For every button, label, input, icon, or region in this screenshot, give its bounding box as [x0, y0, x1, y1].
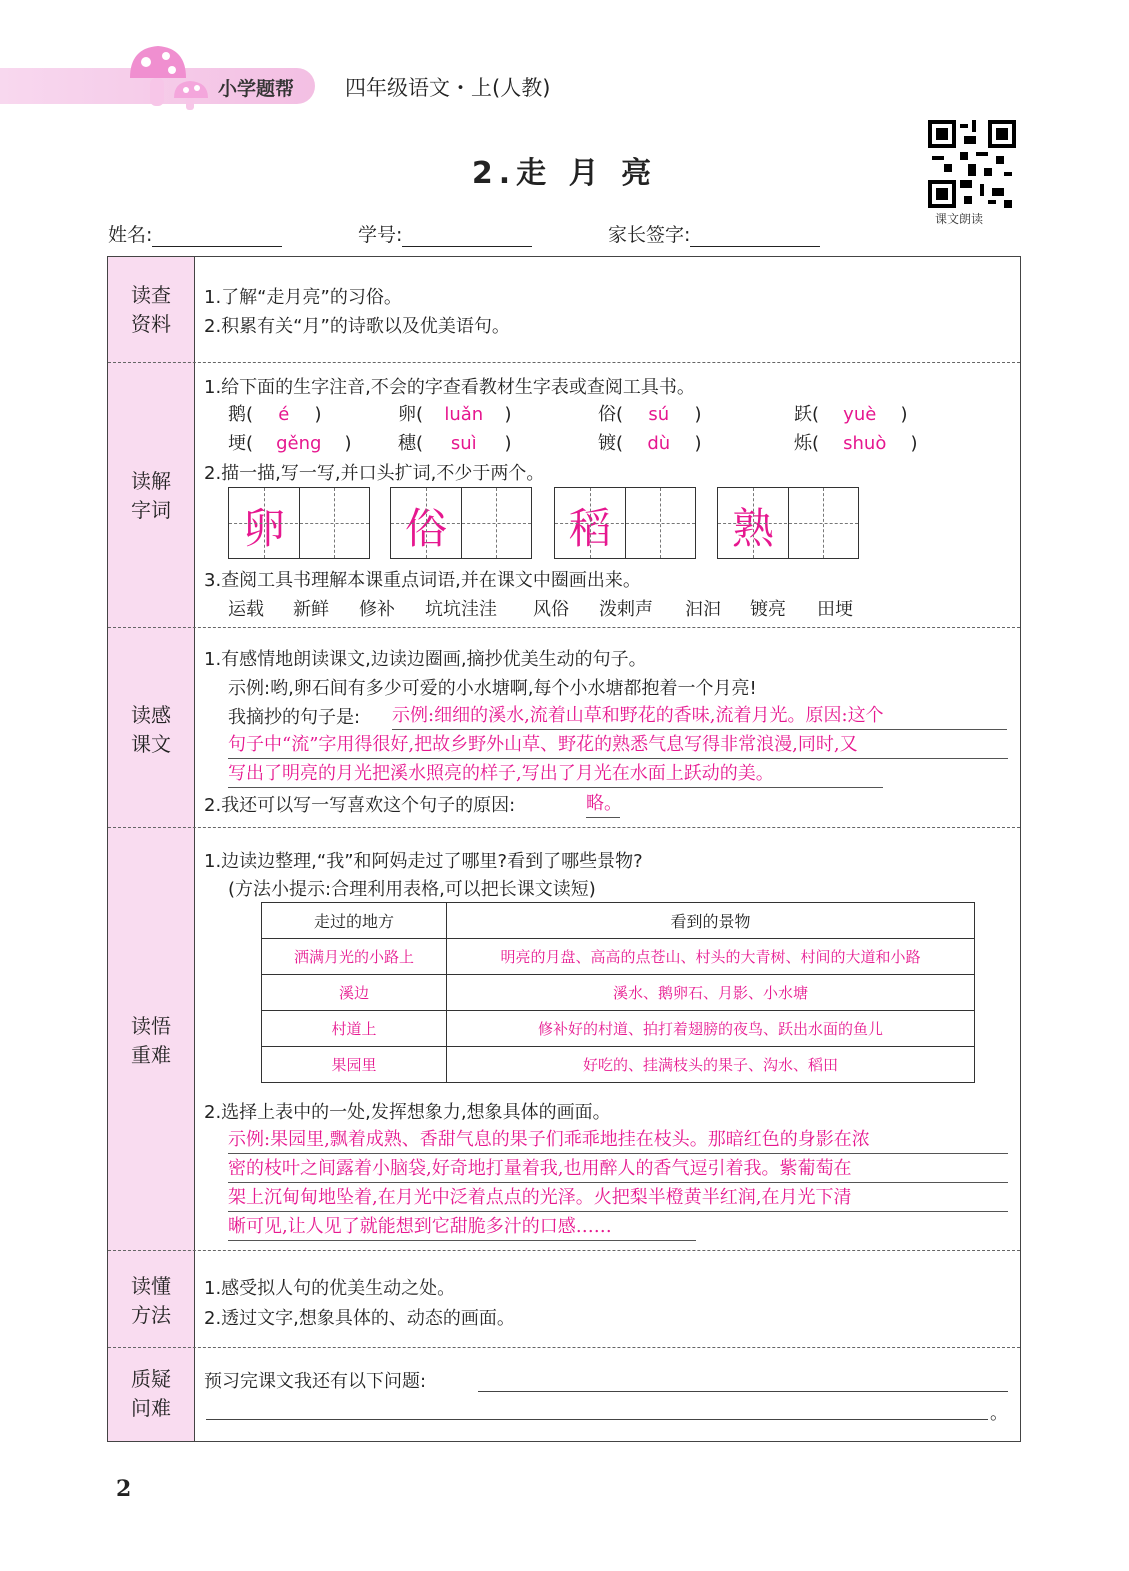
section-label-column	[108, 257, 195, 1441]
route-table	[261, 902, 975, 1083]
research-item: 2.积累有关“月”的诗歌以及优美语句。	[204, 316, 510, 337]
copy-label: 我摘抄的句子是:	[228, 707, 361, 728]
table-header: 走过的地方	[262, 903, 447, 939]
table-header: 看到的景物	[447, 903, 975, 939]
number-field[interactable]	[358, 220, 532, 247]
table-cell-scene[interactable]: 好吃的、挂满枝头的果子、沟水、稻田	[447, 1047, 975, 1083]
key-word: 新鲜	[293, 599, 329, 620]
table-row	[262, 939, 975, 975]
trace-char: 卵	[242, 504, 285, 553]
trace-char: 稻	[568, 504, 611, 553]
section-divider	[108, 362, 1020, 363]
section-divider	[108, 1347, 1020, 1348]
section-label-feel: 读感 课文	[131, 703, 171, 756]
worksheet-frame	[107, 256, 1021, 1442]
writing-grid[interactable]	[717, 487, 859, 559]
key-word: 汩汩	[685, 599, 721, 620]
feel-question-2: 2.我还可以写一写喜欢这个句子的原因:	[204, 795, 516, 816]
table-cell-place[interactable]: 洒满月光的小路上	[262, 939, 447, 975]
pinyin-item[interactable]: 卵( luǎn )	[398, 404, 512, 425]
answer-line[interactable]: 晰可见,让人见了就能想到它甜脆多汁的口感……	[228, 1212, 696, 1241]
brand-label: 小学题帮	[218, 78, 295, 100]
number-label: 学号:	[358, 224, 403, 246]
lesson-title: 2.走 月 亮	[471, 156, 658, 191]
method-item: 2.透过文字,想象具体的、动态的画面。	[204, 1308, 515, 1329]
key-word: 镀亮	[750, 599, 786, 620]
feel-example: 示例:哟,卵石间有多少可爱的小水塘啊,每个小水塘都抱着一个月亮!	[228, 678, 757, 699]
pinyin-item[interactable]: 跃( yuè )	[794, 404, 908, 425]
method-hint: (方法小提示:合理利用表格,可以把长课文读短)	[228, 879, 596, 900]
trace-char: 熟	[731, 504, 774, 553]
pinyin-item[interactable]: 俗( sú )	[598, 404, 702, 425]
answer-line[interactable]: 示例:果园里,飘着成熟、香甜气息的果子们乖乖地挂在枝头。那暗红色的身影在浓	[228, 1125, 1008, 1154]
section-divider	[108, 627, 1020, 628]
table-row	[262, 975, 975, 1011]
table-cell-place[interactable]: 村道上	[262, 1011, 447, 1047]
name-label: 姓名:	[108, 224, 153, 246]
section-label-questions: 质疑 问难	[131, 1367, 171, 1420]
parent-sign-label: 家长签字:	[608, 224, 691, 246]
table-cell-scene[interactable]: 溪水、鹅卵石、月影、小水塘	[447, 975, 975, 1011]
qr-caption: 课文朗读	[935, 212, 984, 226]
question-input-line[interactable]	[478, 1391, 1008, 1392]
section-label-method: 读懂 方法	[131, 1274, 171, 1327]
keypoint-question-2: 2.选择上表中的一处,发挥想象力,想象具体的画面。	[204, 1102, 611, 1123]
pinyin-item[interactable]: 烁( shuò )	[794, 433, 918, 454]
feel-question-1: 1.有感情地朗读课文,边读边圈画,摘抄优美生动的句子。	[204, 649, 647, 670]
words-question-2: 2.描一描,写一写,并口头扩词,不少于两个。	[204, 463, 545, 484]
writing-grid[interactable]	[390, 487, 532, 559]
answer-line[interactable]: 写出了明亮的月光把溪水照亮的样子,写出了月光在水面上跃动的美。	[228, 759, 883, 788]
section-label-words: 读解 字词	[131, 469, 171, 522]
trace-char: 俗	[404, 504, 447, 553]
end-mark: 。	[990, 1403, 1008, 1424]
table-cell-scene[interactable]: 明亮的月盘、高高的点苍山、村头的大青树、村间的大道和小路	[447, 939, 975, 975]
key-word: 修补	[359, 599, 395, 620]
answer-line[interactable]: 句子中“流”字用得很好,把故乡野外山草、野花的熟悉气息写得非常浪漫,同时,又	[228, 730, 1008, 759]
section-label-research: 读查 资料	[131, 283, 171, 336]
pinyin-item[interactable]: 镀( dù )	[598, 433, 702, 454]
answer-line[interactable]: 示例:细细的溪水,流着山草和野花的香味,流着月光。原因:这个	[392, 701, 1007, 730]
mushroom-icon	[122, 40, 214, 112]
question-input-line[interactable]	[206, 1419, 988, 1420]
name-field[interactable]	[108, 220, 282, 247]
qr-code[interactable]	[928, 120, 1016, 208]
subject-label: 四年级语文・上(人教)	[345, 76, 551, 100]
table-cell-place[interactable]: 溪边	[262, 975, 447, 1011]
key-word: 泼剌声	[599, 599, 653, 620]
answer-line[interactable]: 架上沉甸甸地坠着,在月光中泛着点点的光泽。火把梨半橙黄半红润,在月光下清	[228, 1183, 1008, 1212]
questions-prompt: 预习完课文我还有以下问题:	[204, 1371, 427, 1392]
pinyin-item[interactable]: 鹅( é )	[228, 404, 322, 425]
section-label-key-points: 读悟 重难	[131, 1014, 171, 1067]
key-word: 坑坑洼洼	[425, 599, 497, 620]
table-cell-place[interactable]: 果园里	[262, 1047, 447, 1083]
table-row	[262, 1011, 975, 1047]
parent-sign-field[interactable]	[608, 220, 820, 247]
section-divider	[108, 827, 1020, 828]
pinyin-item[interactable]: 埂( gěng )	[228, 433, 352, 454]
words-question-1: 1.给下面的生字注音,不会的字查看教材生字表或查阅工具书。	[204, 377, 695, 398]
page-number: 2	[116, 1476, 132, 1502]
writing-grid[interactable]	[554, 487, 696, 559]
table-row	[262, 1047, 975, 1083]
writing-grid[interactable]	[228, 487, 370, 559]
key-word: 风俗	[533, 599, 569, 620]
section-divider	[108, 1250, 1020, 1251]
pinyin-item[interactable]: 穗( suì )	[398, 433, 512, 454]
research-item: 1.了解“走月亮”的习俗。	[204, 287, 402, 308]
answer-line[interactable]: 略。	[586, 789, 620, 818]
answer-line[interactable]: 密的枝叶之间露着小脑袋,好奇地打量着我,也用醉人的香气逗引着我。紫葡萄在	[228, 1154, 1008, 1183]
table-cell-scene[interactable]: 修补好的村道、拍打着翅膀的夜鸟、跃出水面的鱼儿	[447, 1011, 975, 1047]
key-word: 田埂	[817, 599, 853, 620]
words-question-3: 3.查阅工具书理解本课重点词语,并在课文中圈画出来。	[204, 570, 641, 591]
keypoint-question-1: 1.边读边整理,“我”和阿妈走过了哪里?看到了哪些景物?	[204, 851, 643, 872]
method-item: 1.感受拟人句的优美生动之处。	[204, 1278, 456, 1299]
key-word: 运载	[228, 599, 264, 620]
